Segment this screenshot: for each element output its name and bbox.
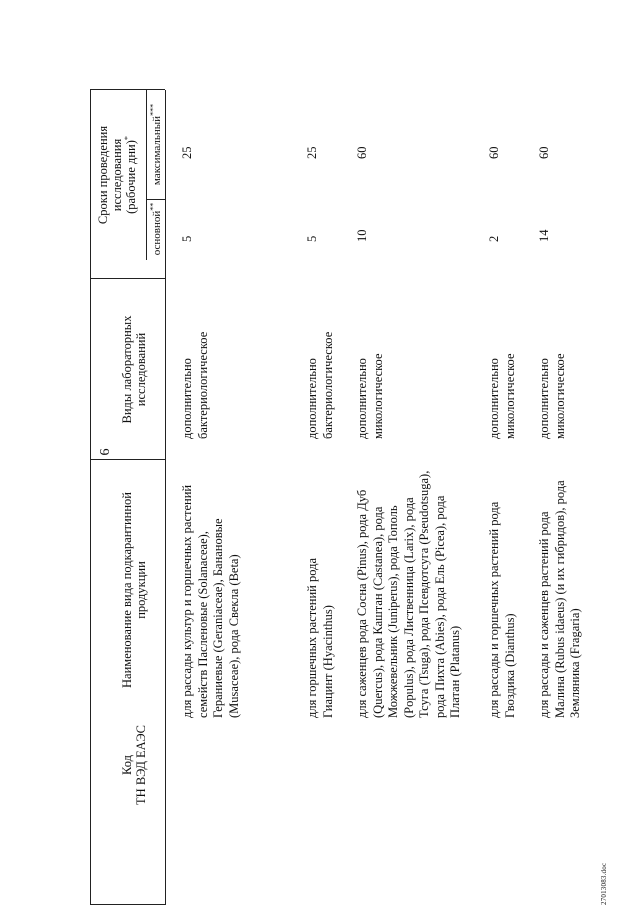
row-name-line: Тсуга (Tsuga), рода Псевдотсуга (Pseudotsuga), — [417, 470, 431, 718]
header-types — [120, 279, 148, 460]
row-name-line: (Quercus), рода Каштан (Castanea), рода — [370, 506, 385, 718]
row-2-max-days: 25 — [305, 146, 319, 159]
header-name-line2: продукции — [134, 561, 148, 619]
row-name-line: Платан (Platanus) — [448, 625, 462, 718]
row-name-line: рода Пихта (Abies), рода Ель (Picea), рода — [432, 495, 447, 718]
row-4-name — [487, 502, 518, 718]
row-5-max-days: 60 — [537, 146, 551, 159]
row-name-line: Малина (Rubus idaeus) (и их гибридов), рода — [552, 480, 567, 718]
row-1-max-days: 25 — [180, 146, 194, 159]
header-terms — [96, 90, 138, 260]
row-2-type — [305, 332, 336, 439]
row-1-basic-days: 5 — [180, 235, 194, 242]
header-code — [120, 720, 148, 810]
header-name-line1: Наименование вида подкарантинной — [120, 492, 134, 688]
row-type-line: дополнительно — [487, 358, 501, 439]
row-name-line: Земляника (Fragaria) — [568, 608, 582, 718]
table-top-border — [90, 90, 91, 905]
row-type-line: дополнительно — [180, 358, 194, 439]
row-1-type — [180, 332, 211, 439]
page-number: 6 — [98, 448, 113, 456]
row-4-type — [487, 353, 518, 439]
row-name-line: для саженцев рода Сосна (Pinus), рода Дуб — [355, 489, 369, 718]
row-1-name — [180, 485, 242, 718]
header-code-line2: ТН ВЭД ЕАЭС — [134, 725, 148, 805]
row-4-max-days: 60 — [487, 146, 501, 159]
row-name-line: семейств Пасленовые (Solanaceae), — [195, 531, 210, 718]
row-type-line: микологическое — [502, 353, 517, 439]
row-type-line: микологическое — [552, 353, 567, 439]
row-type-line: микологическое — [370, 353, 385, 439]
row-3-name — [355, 471, 464, 718]
row-name-line: (Musaceae), рода Свекла (Beta) — [226, 554, 241, 718]
header-terms-basic: основной** — [148, 202, 163, 256]
doc-reference: 27013083.doc — [600, 862, 608, 905]
row-3-max-days: 60 — [355, 146, 369, 159]
row-5-type — [537, 353, 568, 439]
header-types-line1: Виды лабораторных — [120, 315, 134, 424]
header-terms-line1: Сроки проведения — [96, 125, 110, 225]
row-name-line: Можжевельник (Juniperus), рода Тополь — [386, 505, 400, 718]
header-types-line2: исследований — [134, 332, 148, 407]
row-3-basic-days: 10 — [355, 229, 369, 242]
row-type-line: дополнительно — [305, 358, 319, 439]
header-bottom-border — [165, 90, 166, 905]
row-name-line: для рассады и горшечных растений рода — [487, 501, 501, 718]
row-name-line: Гиацинт (Hyacinthus) — [320, 605, 335, 718]
terms-subheader-line — [146, 90, 147, 260]
row-5-basic-days: 14 — [537, 229, 551, 242]
row-2-name — [305, 558, 336, 718]
row-4-basic-days: 2 — [487, 235, 501, 242]
row-name-line: для горшечных растений рода — [305, 558, 319, 718]
row-name-line: для рассады и саженцев растений рода — [537, 511, 551, 718]
row-5-name — [537, 480, 584, 718]
header-terms-line2: исследования — [110, 138, 124, 212]
header-code-line1: Код — [120, 755, 134, 775]
header-terms-line3: (рабочие дни)* — [122, 136, 138, 214]
row-3-type — [355, 353, 386, 439]
row-type-line: бактериологическое — [320, 331, 335, 439]
row-name-line: для рассады культур и горшечных растений — [180, 484, 194, 718]
row-name-line: Гераниевые (Geraniaceae), Банановые — [211, 518, 225, 718]
row-name-line: Гвоздика (Dianthus) — [502, 613, 517, 718]
row-name-line: (Populus), рода Лиственница (Larix), рода — [401, 497, 416, 718]
row-type-line: бактериологическое — [195, 331, 210, 439]
row-type-line: дополнительно — [537, 358, 551, 439]
header-name — [120, 460, 148, 720]
row-2-basic-days: 5 — [305, 235, 319, 242]
row-type-line: дополнительно — [355, 358, 369, 439]
header-terms-max: максимальный*** — [148, 103, 163, 186]
